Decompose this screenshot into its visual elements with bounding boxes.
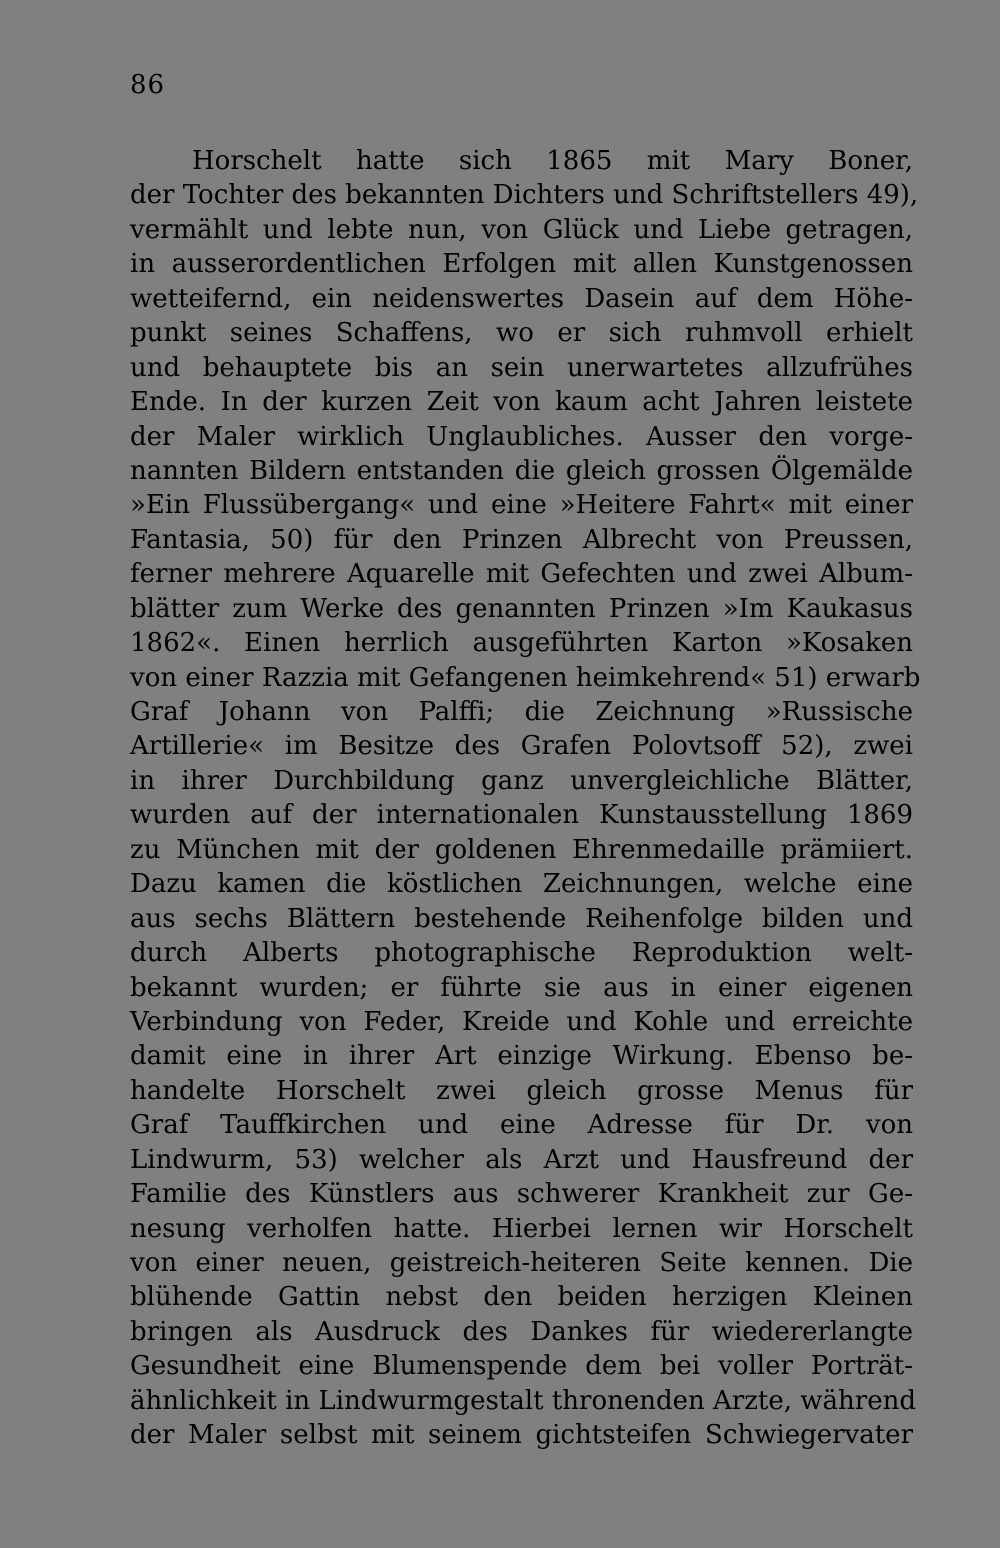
body-text <box>130 144 921 1453</box>
text-line: vermählt und lebte nun, von Glück und Liebe getragen, <box>130 214 913 245</box>
text-line: ferner mehrere Aquarelle mit Gefechten und zwei Album- <box>130 559 913 590</box>
text-line: Graf Tauffkirchen und eine Adresse für Dr. von <box>130 1110 913 1141</box>
text-line: der Tochter des bekannten Dichters und Schriftstellers 49), <box>130 180 919 211</box>
text-line: handelte Horschelt zwei gleich grosse Menus für <box>130 1075 913 1106</box>
text-line: Ende. In der kurzen Zeit von kaum acht Jahren leistete <box>130 387 913 418</box>
text-line: in ausserordentlichen Erfolgen mit allen Kunstgenossen <box>130 249 913 280</box>
text-line: von einer Razzia mit Gefangenen heimkehrend« 51) erwarb <box>130 662 921 693</box>
text-line: Verbindung von Feder, Kreide und Kohle und erreichte <box>130 1006 913 1037</box>
text-line: und behauptete bis an sein unerwartetes allzufrühes <box>130 352 913 383</box>
page-number: 86 <box>130 70 166 100</box>
text-line: Graf Johann von Palffi; die Zeichnung »Russische <box>130 697 913 727</box>
text-line: »Ein Flussübergang« und eine »Heitere Fahrt« mit einer <box>130 490 913 521</box>
text-line: Artillerie« im Besitze des Grafen Polovtsoff 52), zwei <box>130 731 913 762</box>
text-line: Gesundheit eine Blumenspende dem bei voller Porträt- <box>130 1351 913 1382</box>
text-line: zu München mit der goldenen Ehrenmedaille prämiiert. <box>130 834 913 865</box>
text-line: wurden auf der internationalen Kunstausstellung 1869 <box>130 800 913 831</box>
text-line: bringen als Ausdruck des Dankes für wiedererlangte <box>130 1316 913 1347</box>
text-line: ähnlichkeit in Lindwurmgestalt thronenden Arzte, während <box>130 1385 916 1416</box>
text-line: punkt seines Schaffens, wo er sich ruhmvoll erhielt <box>130 318 913 349</box>
text-line: Familie des Künstlers aus schwerer Krankheit zur Ge- <box>130 1179 913 1210</box>
text-line: Fantasia, 50) für den Prinzen Albrecht von Preussen, <box>130 524 913 555</box>
text-line: nesung verholfen hatte. Hierbei lernen wir Horschelt <box>130 1213 913 1244</box>
text-line: bekannt wurden; er führte sie aus in einer eigenen <box>130 972 913 1003</box>
text-line: in ihrer Durchbildung ganz unvergleichliche Blätter, <box>130 765 913 796</box>
text-line: durch Alberts photographische Reproduktion welt- <box>130 938 913 969</box>
text-line: Horschelt hatte sich 1865 mit Mary Boner, <box>192 146 913 176</box>
text-line: aus sechs Blättern bestehende Reihenfolge bilden und <box>130 903 913 934</box>
text-line: der Maler wirklich Unglaubliches. Ausser den vorge- <box>130 421 913 452</box>
text-line: wetteifernd, ein neidenswertes Dasein auf dem Höhe- <box>130 283 913 314</box>
text-line: von einer neuen, geistreich-heiteren Seite kennen. Die <box>130 1248 913 1278</box>
text-line: Lindwurm, 53) welcher als Arzt und Hausfreund der <box>130 1144 913 1175</box>
text-line: Dazu kamen die köstlichen Zeichnungen, welche eine <box>130 869 913 900</box>
text-line: 1862«. Einen herrlich ausgeführten Karton »Kosaken <box>130 628 913 659</box>
text-line: blätter zum Werke des genannten Prinzen »Im Kaukasus <box>130 593 913 624</box>
text-line: blühende Gattin nebst den beiden herzigen Kleinen <box>130 1282 913 1313</box>
text-line: der Maler selbst mit seinem gichtsteifen Schwiegervater <box>130 1420 913 1451</box>
text-line: nannten Bildern entstanden die gleich grossen Ölgemälde <box>130 455 913 486</box>
text-line: damit eine in ihrer Art einzige Wirkung. Ebenso be- <box>130 1041 913 1072</box>
